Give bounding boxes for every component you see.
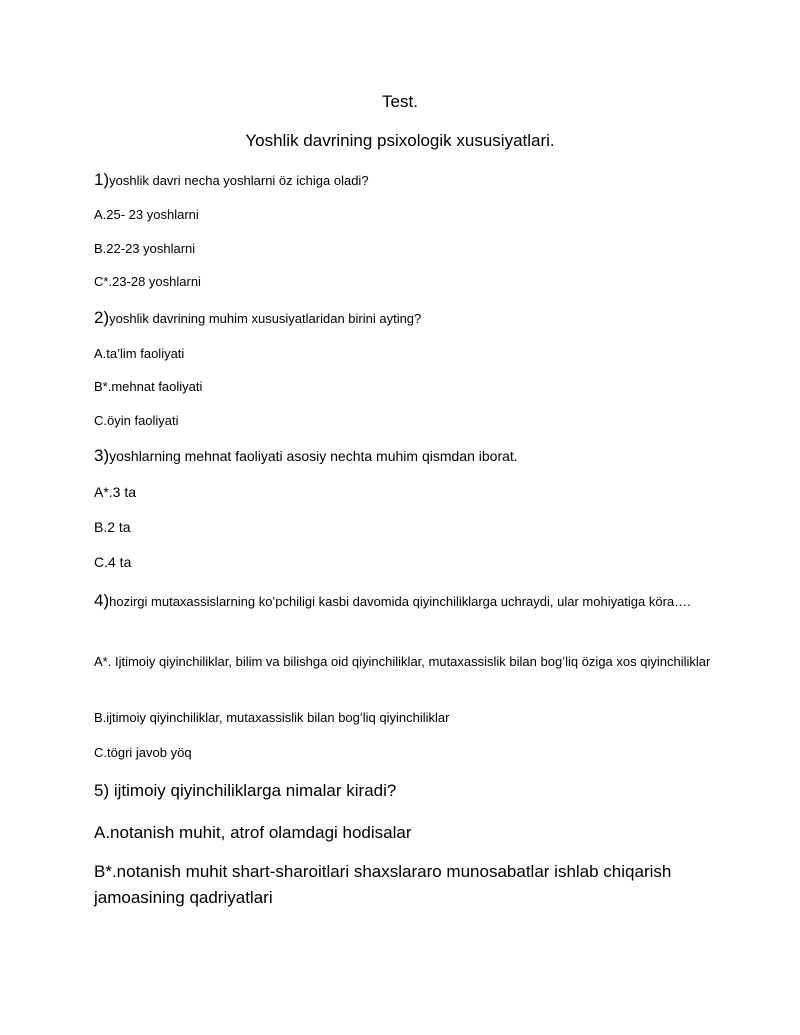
- question-5-option-a: A.notanish muhit, atrof olamdagi hodisalar: [94, 823, 412, 842]
- question-2-option-b: B*.mehnat faoliyati: [94, 379, 203, 394]
- page-title: Test.: [382, 92, 418, 111]
- question-1-number: 1): [94, 170, 110, 189]
- question-2-text: yoshlik davrining muhim xususiyatlaridan birini ayting?: [109, 311, 422, 326]
- question-5-text: ijtimoiy qiyinchiliklarga nimalar kiradi?: [109, 781, 397, 800]
- question-4-option-a: A*. Ijtimoiy qiyinchiliklar, bilim va bilishga oid qiyinchiliklar, mutaxassislik bilan bogʻliq öziga xos qiyinchiliklar: [94, 654, 711, 669]
- question-3: [94, 446, 740, 466]
- page-subtitle: Yoshlik davrining psixologik xususiyatlari.: [245, 131, 555, 150]
- question-1-option-c: C*.23-28 yoshlarni: [94, 274, 201, 289]
- question-4-text: hozirgi mutaxassislarning koʻpchiligi kasbi davomida qiyinchiliklarga uchraydi, ular mohiyatiga köra….: [109, 594, 691, 609]
- question-5-number: 5): [94, 781, 110, 800]
- question-4-number: 4): [94, 591, 110, 610]
- question-1-option-a: A.25- 23 yoshlarni: [94, 207, 199, 222]
- question-3-option-a: A*.3 ta: [94, 484, 137, 500]
- question-2-option-a: A.ta’lim faoliyati: [94, 346, 185, 361]
- question-1-text: yoshlik davri necha yoshlarni öz ichiga oladi?: [109, 173, 369, 188]
- question-3-number: 3): [94, 446, 110, 465]
- question-4-option-b: B.ijtimoiy qiyinchiliklar, mutaxassislik bilan bogʻliq qiyinchiliklar: [94, 710, 450, 725]
- question-3-option-b: B.2 ta: [94, 519, 131, 535]
- question-2-option-c: C.öyin faoliyati: [94, 413, 179, 428]
- question-2: [94, 308, 740, 328]
- question-4-option-c: C.tögri javob yöq: [94, 745, 192, 760]
- question-1-option-b: B.22-23 yoshlarni: [94, 241, 196, 256]
- question-1: [94, 170, 740, 190]
- question-5-option-b: B*.notanish muhit shart-sharoitlari shaxslararo munosabatlar ishlab chiqarish jamoasining qadriyatlari: [94, 862, 672, 907]
- question-5: [94, 781, 740, 801]
- question-3-text: yoshlarning mehnat faoliyati asosiy nechta muhim qismdan iborat.: [109, 448, 518, 464]
- question-4: [94, 590, 740, 613]
- question-2-number: 2): [94, 308, 110, 327]
- question-3-option-c: C.4 ta: [94, 554, 132, 570]
